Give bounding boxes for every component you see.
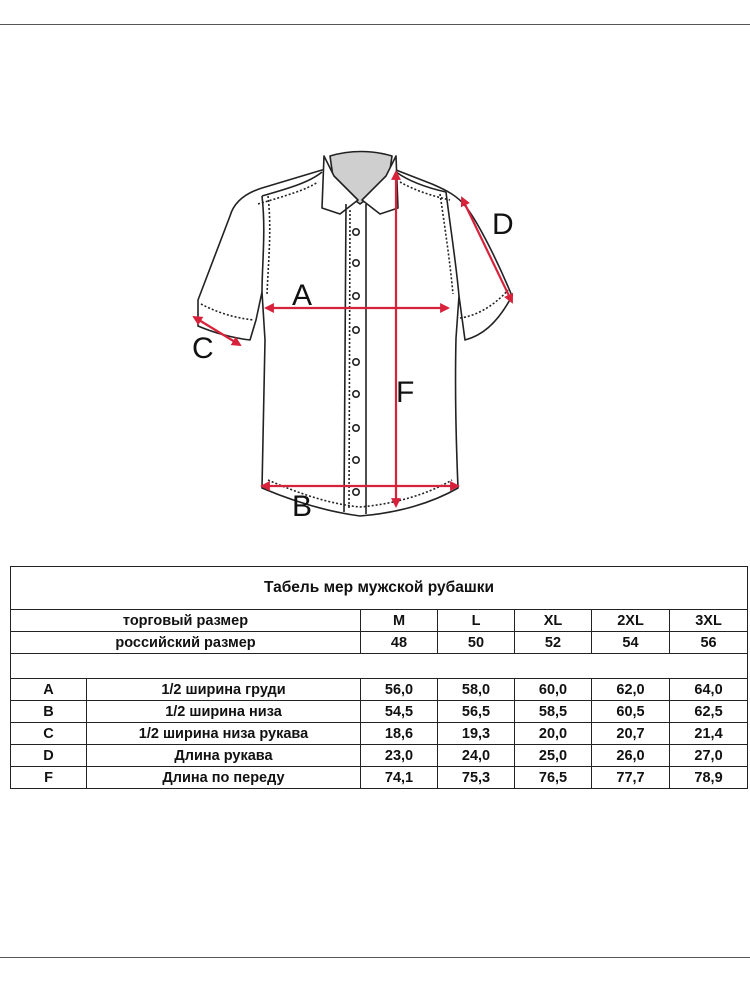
trade-size-label: торговый размер	[11, 610, 361, 632]
trade-size-cell: L	[438, 610, 515, 632]
measure-code: B	[11, 701, 87, 723]
measure-name: Длина рукава	[87, 745, 361, 767]
table-row	[11, 701, 748, 723]
measure-value: 26,0	[592, 745, 670, 767]
measure-name: 1/2 ширина низа рукава	[87, 723, 361, 745]
measure-value: 76,5	[515, 767, 592, 789]
measure-value: 74,1	[361, 767, 438, 789]
measure-value: 54,5	[361, 701, 438, 723]
label-d: D	[492, 208, 514, 241]
measure-code: C	[11, 723, 87, 745]
measure-value: 56,0	[361, 679, 438, 701]
measure-name: 1/2 ширина низа	[87, 701, 361, 723]
measure-value: 27,0	[670, 745, 748, 767]
spacer-row	[11, 654, 748, 679]
label-b: B	[292, 490, 313, 523]
measure-value: 21,4	[670, 723, 748, 745]
measure-value: 60,5	[592, 701, 670, 723]
label-a: A	[292, 279, 313, 312]
russian-size-cell: 50	[438, 632, 515, 654]
measure-value: 56,5	[438, 701, 515, 723]
measure-value: 64,0	[670, 679, 748, 701]
measure-value: 19,3	[438, 723, 515, 745]
trade-size-cell: M	[361, 610, 438, 632]
label-c: C	[192, 332, 214, 365]
measure-value: 62,0	[592, 679, 670, 701]
measure-value: 58,5	[515, 701, 592, 723]
table-row	[11, 723, 748, 745]
measure-value: 60,0	[515, 679, 592, 701]
measure-value: 20,0	[515, 723, 592, 745]
table-row	[11, 745, 748, 767]
trade-size-cell: 2XL	[592, 610, 670, 632]
measure-code: F	[11, 767, 87, 789]
russian-size-cell: 56	[670, 632, 748, 654]
trade-size-cell: 3XL	[670, 610, 748, 632]
measure-value: 75,3	[438, 767, 515, 789]
trade-size-row	[11, 610, 748, 632]
measure-value: 24,0	[438, 745, 515, 767]
measure-value: 23,0	[361, 745, 438, 767]
table-row	[11, 767, 748, 789]
measure-name: Длина по переду	[87, 767, 361, 789]
table-title-row	[11, 567, 748, 610]
russian-size-row	[11, 632, 748, 654]
table-row	[11, 679, 748, 701]
measure-value: 18,6	[361, 723, 438, 745]
shirt-body-outline	[198, 170, 512, 516]
bottom-border-line	[0, 957, 750, 958]
russian-size-label: российский размер	[11, 632, 361, 654]
table-title: Табель мер мужской рубашки	[11, 567, 748, 610]
spacer-cell	[11, 654, 748, 679]
russian-size-cell: 48	[361, 632, 438, 654]
label-f: F	[396, 376, 415, 409]
measure-code: D	[11, 745, 87, 767]
measure-value: 77,7	[592, 767, 670, 789]
measure-value: 58,0	[438, 679, 515, 701]
measure-code: A	[11, 679, 87, 701]
trade-size-cell: XL	[515, 610, 592, 632]
russian-size-cell: 52	[515, 632, 592, 654]
measure-value: 78,9	[670, 767, 748, 789]
size-chart-table	[10, 566, 748, 789]
measure-value: 20,7	[592, 723, 670, 745]
russian-size-cell: 54	[592, 632, 670, 654]
measure-value: 25,0	[515, 745, 592, 767]
measure-name: 1/2 ширина груди	[87, 679, 361, 701]
measure-value: 62,5	[670, 701, 748, 723]
